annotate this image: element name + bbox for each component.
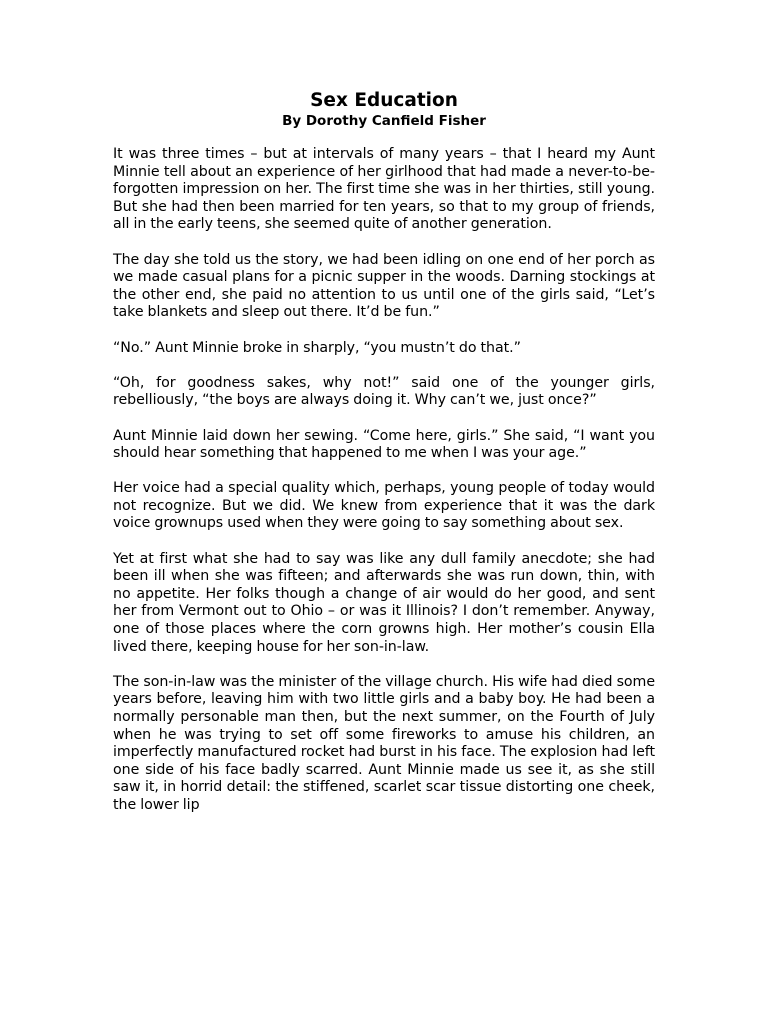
document-title: Sex Education	[310, 90, 458, 111]
document-body	[113, 146, 655, 832]
paragraph-4: “Oh, for goodness sakes, why not!” said one of the younger girls, rebelliously, “the boys are always doing it. Why can’t we, just once?”	[113, 374, 655, 409]
paragraph-1: It was three times – but at intervals of many years – that I heard my Aunt Minnie tell about an experience of her girlhood that had made a never-to-be-forgotten impression on her. The first time she was in her thirties, still young. But she had then been married for ten years, so that to my group of friends, all in the early teens, she seemed quite of another generation.	[113, 146, 655, 233]
paragraph-8: The son-in-law was the minister of the village church. His wife had died some years before, leaving him with two little girls and a baby boy. He had been a normally personable man then, but the next summer, on the Fourth of July when he was trying to set off some fireworks to amuse his children, an imperfectly manufactured rocket had burst in his face. The explosion had left one side of his face badly scarred. Aunt Minnie made us see it, as she still saw it, in horrid detail: the stiffened, scarlet scar tissue distorting one cheek, the lower lip	[113, 673, 655, 813]
paragraph-3: “No.” Aunt Minnie broke in sharply, “you mustn’t do that.”	[113, 339, 521, 356]
paragraph-2: The day she told us the story, we had been idling on one end of her porch as we made casual plans for a picnic supper in the woods. Darning stockings at the other end, she paid no attention to us until one of the girls said, “Let’s take blankets and sleep out there. It’d be fun.”	[113, 251, 655, 321]
paragraph-6: Her voice had a special quality which, perhaps, young people of today would not recognize. But we did. We knew from experience that it was the dark voice grownups used when they were going to say something about sex.	[113, 480, 655, 532]
document-byline: By Dorothy Canfield Fisher	[282, 113, 486, 129]
paragraph-5: Aunt Minnie laid down her sewing. “Come here, girls.” She said, “I want you should hear something that happened to me when I was your age.”	[113, 427, 655, 462]
paragraph-7: Yet at first what she had to say was like any dull family anecdote; she had been ill when she was fifteen; and afterwards she was run down, thin, with no appetite. Her folks though a change of air would do her good, and sent her from Vermont out to Ohio – or was it Illinois? I don’t remember. Anyway, one of those places where the corn growns high. Her mother’s cousin Ella lived there, keeping house for her son-in-law.	[113, 550, 655, 655]
